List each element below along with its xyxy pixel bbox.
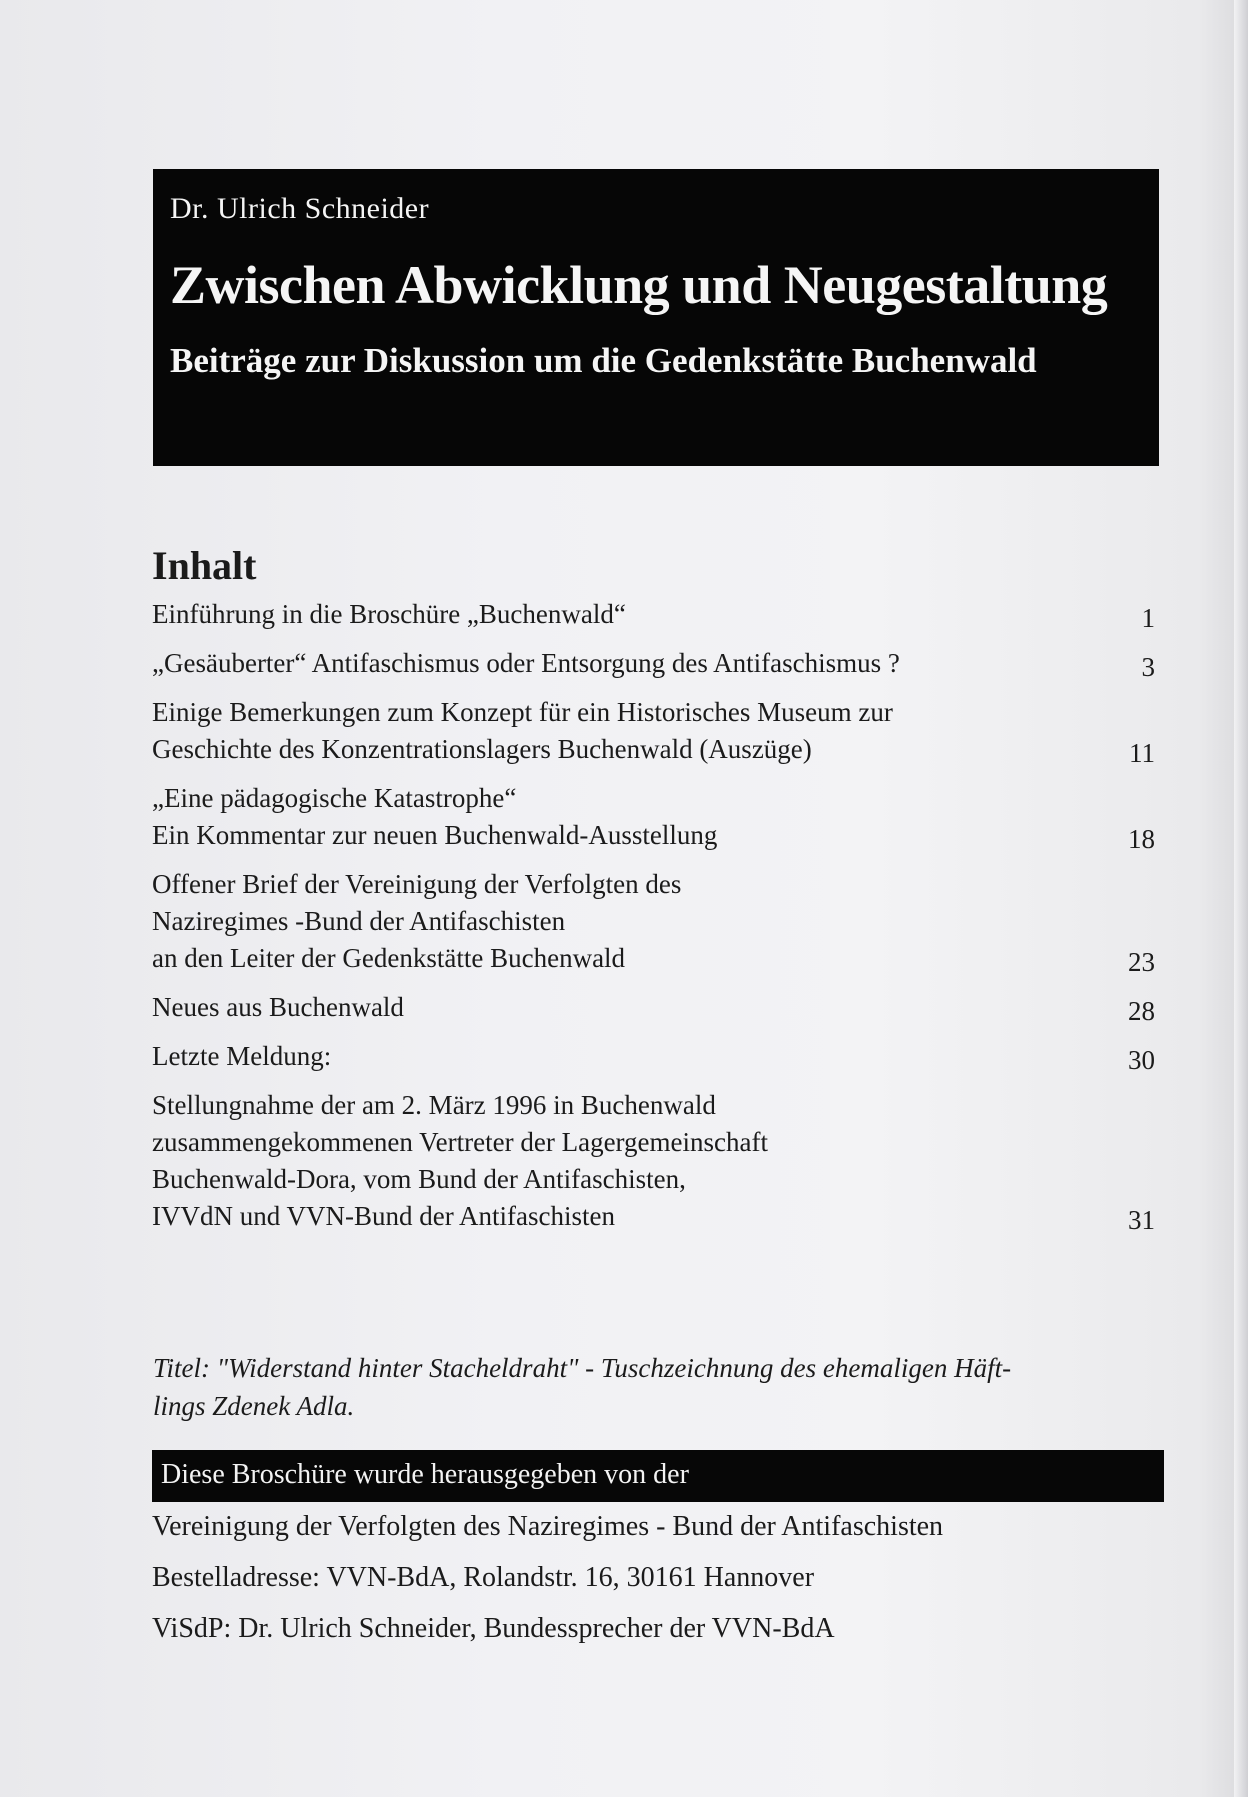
toc-entry [152,989,1155,1026]
cover-image-caption [153,1349,1153,1425]
toc-entry-title: Ein Kommentar zur neuen Buchenwald-Ausstellung [152,820,718,850]
toc-entry-title: Letzte Meldung: [152,1041,332,1071]
toc-entry-title: Geschichte des Konzentrationslagers Buchenwald (Auszüge) [152,734,812,764]
toc-entry-title: an den Leiter der Gedenkstätte Buchenwald [152,943,626,973]
toc-entry-title: „Eine pädagogische Katastrophe“ [152,783,517,813]
toc-heading: Inhalt [152,543,257,588]
toc-entry [152,1087,1155,1235]
toc-page-number: 30 [1128,1045,1155,1075]
document-subtitle: Beiträge zur Diskussion um die Gedenkstätte Buchenwald [170,341,1037,380]
publisher-info [152,1509,1152,1662]
toc-entry-title: Buchenwald-Dora, vom Bund der Antifaschisten, [152,1164,686,1194]
toc-entry-title: IVVdN und VVN-Bund der Antifaschisten [152,1201,615,1231]
caption-line: Titel: "Widerstand hinter Stacheldraht" - Tuschzeichnung des ehemaligen Häft- [153,1353,1012,1383]
toc-entry-title: Neues aus Buchenwald [152,992,404,1022]
toc-entry [152,596,1155,633]
toc-entry [152,1038,1155,1075]
page-edge [1234,0,1248,1797]
toc-page-number: 23 [1128,947,1155,977]
table-of-contents [152,540,1155,1247]
toc-entry-title: Offener Brief der Vereinigung der Verfolgten des [152,869,682,899]
toc-entry [152,694,1155,768]
toc-entry-title: zusammengekommenen Vertreter der Lagergemeinschaft [152,1127,768,1157]
toc-page-number: 28 [1128,996,1155,1026]
title-block [153,169,1159,466]
caption-line: lings Zdenek Adla. [153,1391,355,1421]
toc-entry [152,645,1155,682]
toc-entry [152,866,1155,977]
toc-entry-title: Stellungnahme der am 2. März 1996 in Buchenwald [152,1090,716,1120]
toc-entry-title: Einführung in die Broschüre „Buchenwald“ [152,599,626,629]
publisher-organization: Vereinigung der Verfolgten des Naziregimes - Bund der Antifaschisten [152,1511,944,1542]
document-title: Zwischen Abwicklung und Neugestaltung [170,255,1108,315]
toc-entry-title: Einige Bemerkungen zum Konzept für ein Historisches Museum zur [152,697,893,727]
responsible-person: ViSdP: Dr. Ulrich Schneider, Bundessprecher der VVN-BdA [152,1613,835,1644]
order-address: Bestelladresse: VVN-BdA, Rolandstr. 16, 30161 Hannover [152,1562,815,1593]
toc-page-number: 1 [1141,603,1155,633]
toc-page-number: 31 [1128,1205,1155,1235]
publisher-bar: Diese Broschüre wurde herausgegeben von der [152,1450,1164,1502]
toc-entry-title: „Gesäuberter“ Antifaschismus oder Entsorgung des Antifaschismus ? [152,648,900,678]
toc-entry-title: Naziregimes -Bund der Antifaschisten [152,906,566,936]
author-name: Dr. Ulrich Schneider [170,192,430,225]
toc-page-number: 11 [1129,738,1155,768]
toc-entry [152,780,1155,854]
toc-page-number: 18 [1128,824,1155,854]
toc-page-number: 3 [1141,652,1155,682]
